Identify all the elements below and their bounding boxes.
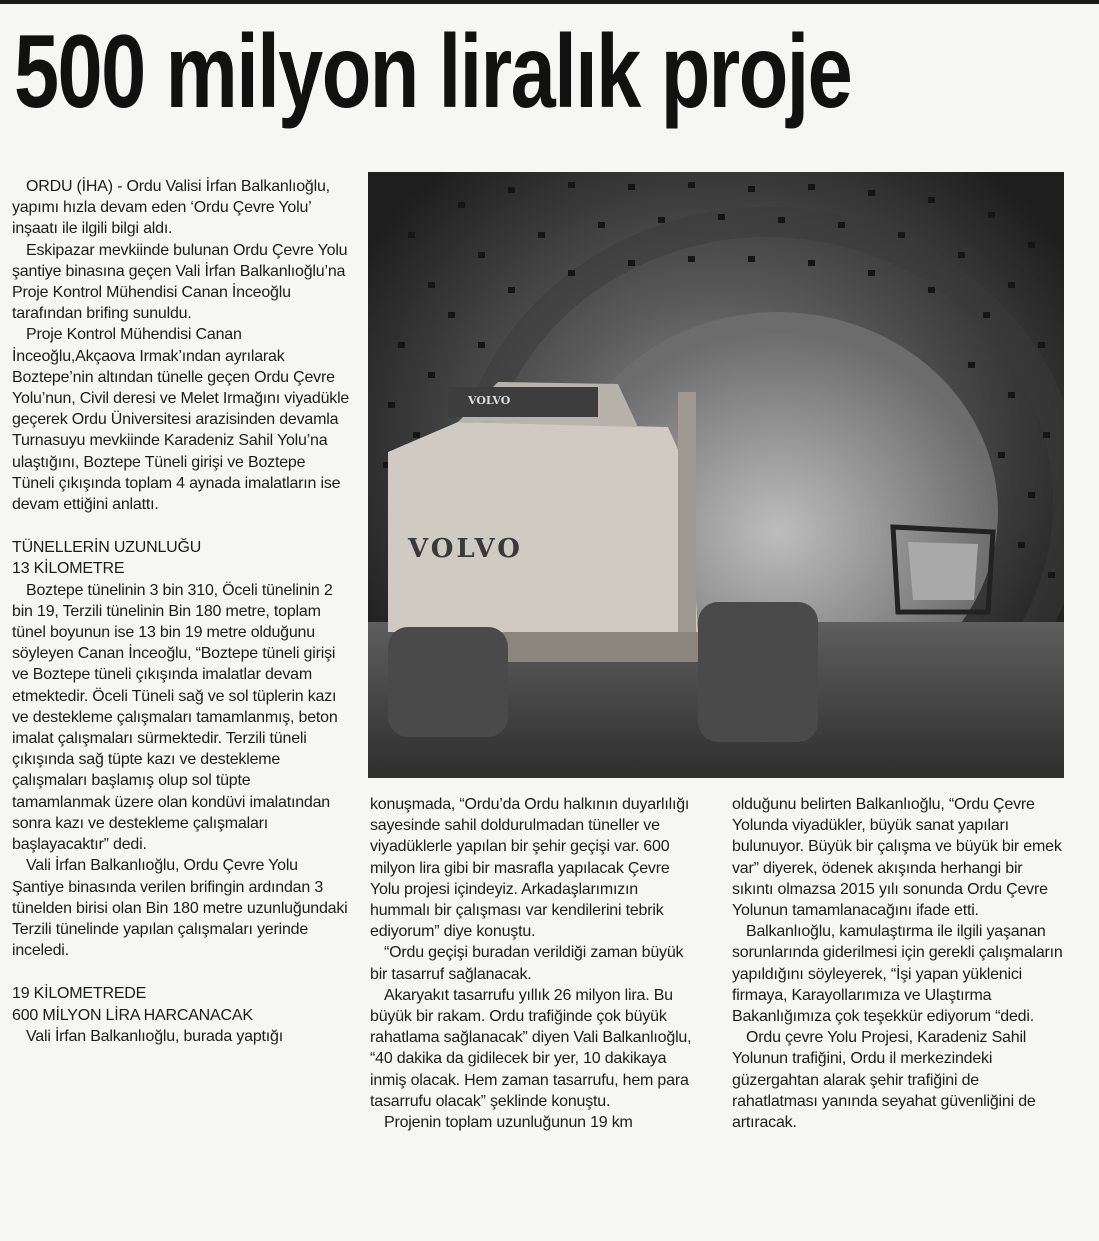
article-column-2 [370,794,700,1133]
subheading-line: TÜNELLERİN UZUNLUĞU [12,539,202,557]
subheading-line: 13 KİLOMETRE [12,560,125,578]
subheading-line: 19 KİLOMETREDE [12,985,147,1003]
paragraph: Akaryakıt tasarrufu yıllık 26 milyon lira. Bu büyük bir rakam. Ordu trafiğinde çok büyük rahatlama sağlanacak” diyen Vali Balkanlıoğlu, “40 dakika da gidilecek bir yer, 10 dakikaya inmiş olacak. Hem zaman tasarrufu, hem para tasarrufu olacak” şeklinde konuştu. [370,986,692,1110]
headline: 500 milyon liralık proje [14,14,852,130]
paragraph: ORDU (İHA) - Ordu Valisi İrfan Balkanlıoğlu, yapımı hızla devam eden ‘Ordu Çevre Yolu’ inşaatı ile ilgili bilgi aldı. [12,178,330,238]
paragraph: olduğunu belirten Balkanlıoğlu, “Ordu Çevre Yolunda viyadükler, büyük sanat yapıları bulunuyor. Büyük bir çalışma ve büyük bir emek var” diyerek, ödenek akışında herhangi bir sıkıntı olmazsa 2015 yılı sonunda Ordu Çevre Yolunun tamamlanacağını ifade etti. [732,796,1062,920]
paragraph: Projenin toplam uzunluğunun 19 km [384,1114,633,1132]
article-column-3 [732,794,1064,1133]
paragraph: Ordu çevre Yolu Projesi, Karadeniz Sahil Yolunun trafiğini, Ordu il merkezindeki güzergahtan alarak şehir trafiğini de rahatlatması yanında seyahat güvenliğini de artıracak. [732,1029,1036,1132]
subheading-line: 600 MİLYON LİRA HARCANACAK [12,1006,253,1024]
paragraph: Eskipazar mevkiinde bulunan Ordu Çevre Yolu şantiye binasına geçen Vali İrfan Balkanlıoğlu’na Proje Kontrol Mühendisi Canan İnceoğlu tarafından brifing sunuldu. [12,241,348,323]
article-column-1 [12,176,350,1047]
tunnel-excavator-photo [368,172,1064,778]
top-rule [0,0,1099,4]
subheading-tunnel-length [12,537,350,579]
paragraph: Proje Kontrol Mühendisi Canan İnceoğlu,Akçaova Irmak’ından ayrılarak Boztepe’nin altından tünelle geçen Ordu Çevre Yolu’nun, Civil deresi ve Melet Irmağını viyadükle geçerek Ordu Üniversitesi arazisinden devamla Turnasuyu mevkiinde Karadeniz Sahil Yolu’na ulaştığını, Boztepe Tüneli girişi ve Boztepe Tüneli çıkışında toplam 4 aynada imalatların ise devam ettiğini anlattı. [12,326,350,514]
paragraph: Boztepe tünelinin 3 bin 310, Öceli tünelinin 2 bin 19, Terzili tünelinin Bin 180 metre, toplam tünel boyunun ise 13 bin 19 metre olduğunu söyleyen Canan İnceoğlu, “Boztepe tüneli girişi ve Boztepe tüneli çıkışında imalatlar devam etmektedir. Öceli Tüneli sağ ve sol tüplerin kazı ve destekleme çalışmaları tamamlanmış, beton imalat çalışmaları sürmektedir. Terzili tüneli çıkışında sağ tüpte kazı ve destekleme çalışmaları başlamış olup sol tüpte tamamlanmak üzere olan kondüvi imalatından sonra kazı ve destekleme çalışmaları başlayacaktır” dedi. [12,581,338,854]
paragraph: “Ordu geçişi buradan verildiği zaman büyük bir tasarruf sağlanacak. [370,944,684,983]
paragraph: konuşmada, “Ordu’da Ordu halkının duyarlılığı sayesinde sahil doldurulmadan tüneller ve viyadüklerle yapılan bir şehir geçişi var. 600 milyon lira gibi bir masrafla yapılacak Çevre Yolu projesi içindeyiz. Arkadaşlarımızın hummalı bir çalışması var kendilerini tebrik ediyorum” diye konuştu. [370,796,690,941]
paragraph: Balkanlıoğlu, kamulaştırma ile ilgili yaşanan sorunlarında giderilmesi için gerekli çalışmaların yapıldığını söyleyerek, “İşi yapan yüklenici firmaya, Karayollarımıza ve Ulaştırma Bakanlığımıza çok teşekkür ediyorum “dedi. [732,923,1063,1026]
volvo-logo: VOLVO [408,534,523,564]
subheading-cost [12,983,350,1025]
volvo-cab-logo: VOLVO [468,394,511,407]
paragraph: Vali İrfan Balkanlıoğlu, burada yaptığı [26,1027,283,1045]
paragraph: Vali İrfan Balkanlıoğlu, Ordu Çevre Yolu Şantiye binasında verilen brifingin ardından 3 tünelden birisi olan Bin 180 metre uzunluğundaki Terzili tünelinde yapılan çalışmaları yerinde inceledi. [12,857,348,960]
